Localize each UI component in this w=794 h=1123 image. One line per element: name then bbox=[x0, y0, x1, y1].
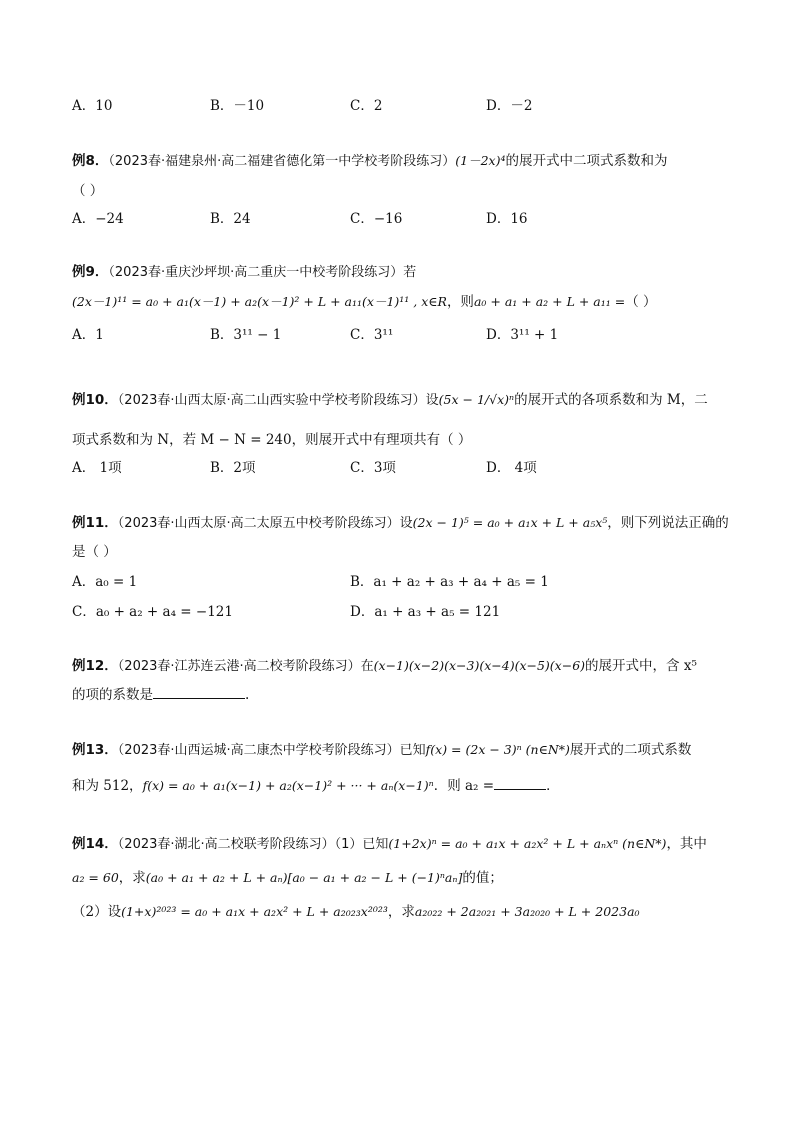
q8-stem-text: 的展开式中二项式系数和为 bbox=[505, 153, 668, 169]
q10-stem-line2: 项式系数和为 N，若 M − N = 240，则展开式中有理项共有（ ） bbox=[72, 432, 472, 448]
q12-stem2: 的项的系数是 bbox=[72, 687, 153, 703]
q14-math5: a₂₀₂₂ + 2a₂₀₂₁ + 3a₂₀₂₀ + L + 2023a₀ bbox=[414, 904, 640, 919]
q8-stem bbox=[72, 151, 668, 172]
q8-option-c: C．−16 bbox=[350, 211, 403, 227]
q14-stem2a: ，求 bbox=[118, 870, 146, 886]
q11-stem1: ，则下列说法正确的 bbox=[607, 515, 729, 531]
q11-stem-line1 bbox=[72, 513, 729, 534]
q12-stem-line2 bbox=[72, 684, 249, 705]
q14-math3: (a₀ + a₁ + a₂ + L + aₙ)[a₀ − a₁ + a₂ − L + (−1)ⁿaₙ] bbox=[145, 870, 463, 885]
q14-stem-line1 bbox=[72, 834, 707, 855]
q14-label: 例14． bbox=[72, 836, 118, 852]
q10-label: 例10． bbox=[72, 392, 118, 408]
q9-math2: a₀ + a₁ + a₂ + L + a₁₁ = bbox=[473, 294, 626, 309]
q8-paren: （ ） bbox=[72, 183, 104, 199]
q13-label: 例13． bbox=[72, 742, 118, 758]
q14-part2-mid: ，求 bbox=[387, 904, 415, 920]
q12-math: (x−1)(x−2)(x−3)(x−4)(x−5)(x−6) bbox=[373, 658, 586, 673]
q9-option-a: A．1 bbox=[72, 327, 104, 343]
q11-options-row1 bbox=[72, 572, 732, 592]
q9-option-b: B．3¹¹ − 1 bbox=[210, 327, 282, 343]
q11-options-row2 bbox=[72, 602, 732, 622]
q14-source: （2023春·湖北·高二校联考阶段练习）（1）已知 bbox=[117, 837, 389, 852]
q9-options bbox=[72, 325, 732, 345]
q9-source: （2023春·重庆沙坪坝·高二重庆一中校考阶段练习）若 bbox=[108, 265, 417, 280]
q9-stem-line1 bbox=[72, 262, 416, 283]
q12-answer-blank bbox=[153, 684, 245, 699]
q7-option-d: D．－2 bbox=[486, 98, 533, 114]
q12-stem1: 的展开式中，含 x⁵ bbox=[585, 658, 697, 674]
q10-option-a: A． 1项 bbox=[72, 460, 122, 476]
q13-stem1: 展开式的二项式系数 bbox=[569, 742, 692, 758]
q11-math: (2x − 1)⁵ = a₀ + a₁x + L + a₅x⁵ bbox=[412, 515, 608, 530]
q14-math4: (1+x)²⁰²³ = a₀ + a₁x + a₂x² + L + a₂₀₂₃x²⁰²³ bbox=[121, 904, 388, 919]
q7-option-a: A．10 bbox=[72, 98, 113, 114]
q14-stem-line2 bbox=[72, 868, 503, 888]
q14-part2 bbox=[72, 902, 640, 922]
q13-stem2b: ．则 a₂ = bbox=[433, 778, 495, 794]
q8-source: （2023春·福建泉州·高二福建省德化第一中学校考阶段练习） bbox=[108, 154, 456, 169]
q9-stem-line2 bbox=[72, 292, 657, 312]
q11-source: （2023春·山西太原·高二太原五中校考阶段练习）设 bbox=[117, 516, 413, 531]
q7-option-b: B．－10 bbox=[210, 98, 265, 114]
q13-stem2-end: ． bbox=[546, 778, 560, 794]
q10-option-b: B．2项 bbox=[210, 460, 256, 476]
q8-option-b: B．24 bbox=[210, 211, 251, 227]
q10-stem1: 的展开式的各项系数和为 M，二 bbox=[514, 392, 708, 408]
q9-math: (2x－1)¹¹ = a₀ + a₁(x－1) + a₂(x－1)² + L + a₁₁(x－1)¹¹ , x∈R bbox=[72, 294, 447, 309]
q11-option-b: B．a₁ + a₂ + a₃ + a₄ + a₅ = 1 bbox=[350, 574, 549, 590]
q10-option-d: D． 4项 bbox=[486, 460, 537, 476]
q8-option-d: D．16 bbox=[486, 211, 528, 227]
q8-math: (1－2x)⁴ bbox=[455, 153, 506, 168]
q14-stem1: ，其中 bbox=[666, 836, 707, 852]
q14-math: (1+2x)ⁿ = a₀ + a₁x + a₂x² + L + aₙxⁿ (n∈N*) bbox=[388, 836, 667, 851]
q13-source: （2023春·山西运城·高二康杰中学校考阶段练习）已知 bbox=[117, 743, 426, 758]
q13-stem-line2 bbox=[72, 775, 560, 796]
q9-stem-mid: ，则 bbox=[446, 294, 474, 310]
q7-options bbox=[72, 96, 732, 116]
q10-stem-line1 bbox=[72, 390, 708, 411]
q8-options bbox=[72, 209, 732, 229]
q9-paren: （ ） bbox=[625, 294, 657, 310]
q12-label: 例12． bbox=[72, 658, 118, 674]
q8-label: 例8． bbox=[72, 153, 109, 169]
q13-math: f(x) = (2x − 3)ⁿ (n∈N*) bbox=[425, 742, 570, 757]
q7-option-c: C．2 bbox=[350, 98, 383, 114]
q10-math: (5x − 1/√x)ⁿ bbox=[438, 392, 515, 407]
q10-options bbox=[72, 458, 732, 478]
q14-part2-prefix: （2）设 bbox=[72, 904, 122, 920]
q14-stem2b: 的值； bbox=[462, 870, 503, 886]
q11-option-c: C．a₀ + a₂ + a₄ = −121 bbox=[72, 604, 233, 620]
q8-option-a: A．−24 bbox=[72, 211, 124, 227]
q13-math2: f(x) = a₀ + a₁(x−1) + a₂(x−1)² + ··· + aₙ(x−1)ⁿ bbox=[142, 778, 434, 793]
q11-stem-line2: 是（ ） bbox=[72, 544, 117, 560]
q12-stem-line1 bbox=[72, 656, 697, 677]
q13-answer-blank bbox=[494, 775, 546, 790]
q11-option-d: D．a₁ + a₃ + a₅ = 121 bbox=[350, 604, 501, 620]
q9-option-d: D．3¹¹ + 1 bbox=[486, 327, 559, 343]
q9-label: 例9． bbox=[72, 264, 109, 280]
q11-label: 例11． bbox=[72, 515, 118, 531]
q10-option-c: C．3项 bbox=[350, 460, 396, 476]
q12-stem2-end: . bbox=[245, 687, 250, 703]
q12-source: （2023春·江苏连云港·高二校考阶段练习）在 bbox=[117, 659, 374, 674]
q11-option-a: A．a₀ = 1 bbox=[72, 574, 138, 590]
q13-stem-line1 bbox=[72, 740, 691, 761]
q13-stem2a: 和为 512， bbox=[72, 778, 143, 794]
q9-option-c: C．3¹¹ bbox=[350, 327, 394, 343]
q14-math2: a₂ = 60 bbox=[72, 870, 119, 885]
q10-source: （2023春·山西太原·高二山西实验中学校考阶段练习）设 bbox=[117, 393, 439, 408]
